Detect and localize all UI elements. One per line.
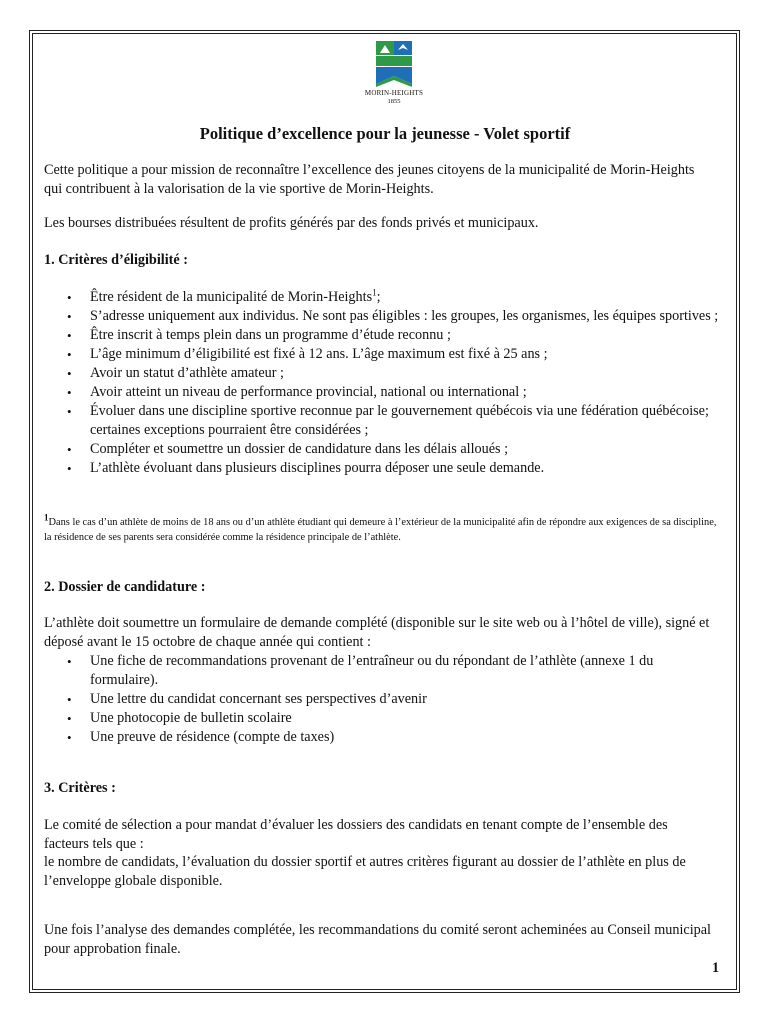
selection-mandate: Le comité de sélection a pour mandat d’évaluer les dossiers des candidats en tenant compte de l’ensemble des facteurs tels que :: [44, 817, 668, 852]
list-item: • Une preuve de résidence (compte de taxes): [0, 728, 720, 747]
section-3-heading: 3. Critères :: [44, 780, 116, 796]
list-item: • Évoluer dans une discipline sportive reconnue par le gouvernement québécois via une fédération québécoise; certaines exceptions pourraient être considérées ;: [0, 402, 720, 440]
list-item: • Compléter et soumettre un dossier de candidature dans les délais alloués ;: [0, 440, 720, 459]
list-item: • Être inscrit à temps plein dans un programme d’étude reconnu ;: [0, 326, 720, 345]
logo-municipality-name: MORIN-HEIGHTS: [364, 89, 424, 97]
list-item: [0, 288, 720, 307]
list-item: • Avoir un statut d’athlète amateur ;: [0, 364, 720, 383]
application-intro: L’athlète doit soumettre un formulaire de demande complété (disponible sur le site web ou à l’hôtel de ville), signé et déposé avant le 15 octobre de chaque année qui contient :: [44, 615, 710, 650]
eligibility-criteria-list: [0, 288, 720, 478]
selection-factors: le nombre de candidats, l’évaluation du dossier sportif et autres critères figurant au dossier de l’athlète en plus de l’enveloppe globale disponible.: [44, 854, 686, 889]
list-item: • S’adresse uniquement aux individus. Ne sont pas éligibles : les groupes, les organismes, les équipes sportives ;: [0, 307, 720, 326]
list-item: • Une fiche de recommandations provenant de l’entraîneur ou du répondant de l’athlète (annexe 1 du formulaire).: [0, 652, 720, 690]
footnote-ref: 1: [372, 287, 377, 298]
list-item: • Avoir atteint un niveau de performance provincial, national ou international ;: [0, 383, 720, 402]
section-2-heading: 2. Dossier de candidature :: [44, 579, 206, 595]
list-item-punctuation: ;: [376, 289, 381, 305]
section-1-heading: 1. Critères d’éligibilité :: [44, 252, 188, 268]
list-item: • Une photocopie de bulletin scolaire: [0, 709, 720, 728]
logo-year: 1855: [387, 98, 401, 105]
application-documents-list: [0, 652, 720, 747]
closing-paragraph: Une fois l’analyse des demandes complétée, les recommandations du comité seront acheminées au Conseil municipal pour approbation finale.: [44, 922, 711, 957]
footnote-number: 1: [44, 512, 49, 523]
funding-paragraph: Les bourses distribuées résultent de profits générés par des fonds privés et municipaux.: [44, 215, 539, 231]
list-item: • Une lettre du candidat concernant ses perspectives d’avenir: [0, 690, 720, 709]
list-item-text: Être résident de la municipalité de Morin-Heights: [90, 289, 373, 305]
list-item: • L’athlète évoluant dans plusieurs disciplines pourra déposer une seule demande.: [0, 459, 720, 478]
footnote-text: Dans le cas d’un athlète de moins de 18 ans ou d’un athlète étudiant qui demeure à l’extérieur de la municipalité afin de répondre aux exigences de sa discipline, la résidence de ses parents sera considérée comme la résidence principale de l’athlète.: [44, 517, 717, 543]
document-title: Politique d’excellence pour la jeunesse - Volet sportif: [199, 124, 571, 143]
list-item: • L’âge minimum d’éligibilité est fixé à 12 ans. L’âge maximum est fixé à 25 ans ;: [0, 345, 720, 364]
footnote: [44, 512, 720, 545]
intro-paragraph: Cette politique a pour mission de reconnaître l’excellence des jeunes citoyens de la municipalité de Morin-Heights qui contribuent à la valorisation de la vie sportive de Morin-Heights.: [44, 162, 695, 197]
page-number: 1: [712, 960, 720, 976]
